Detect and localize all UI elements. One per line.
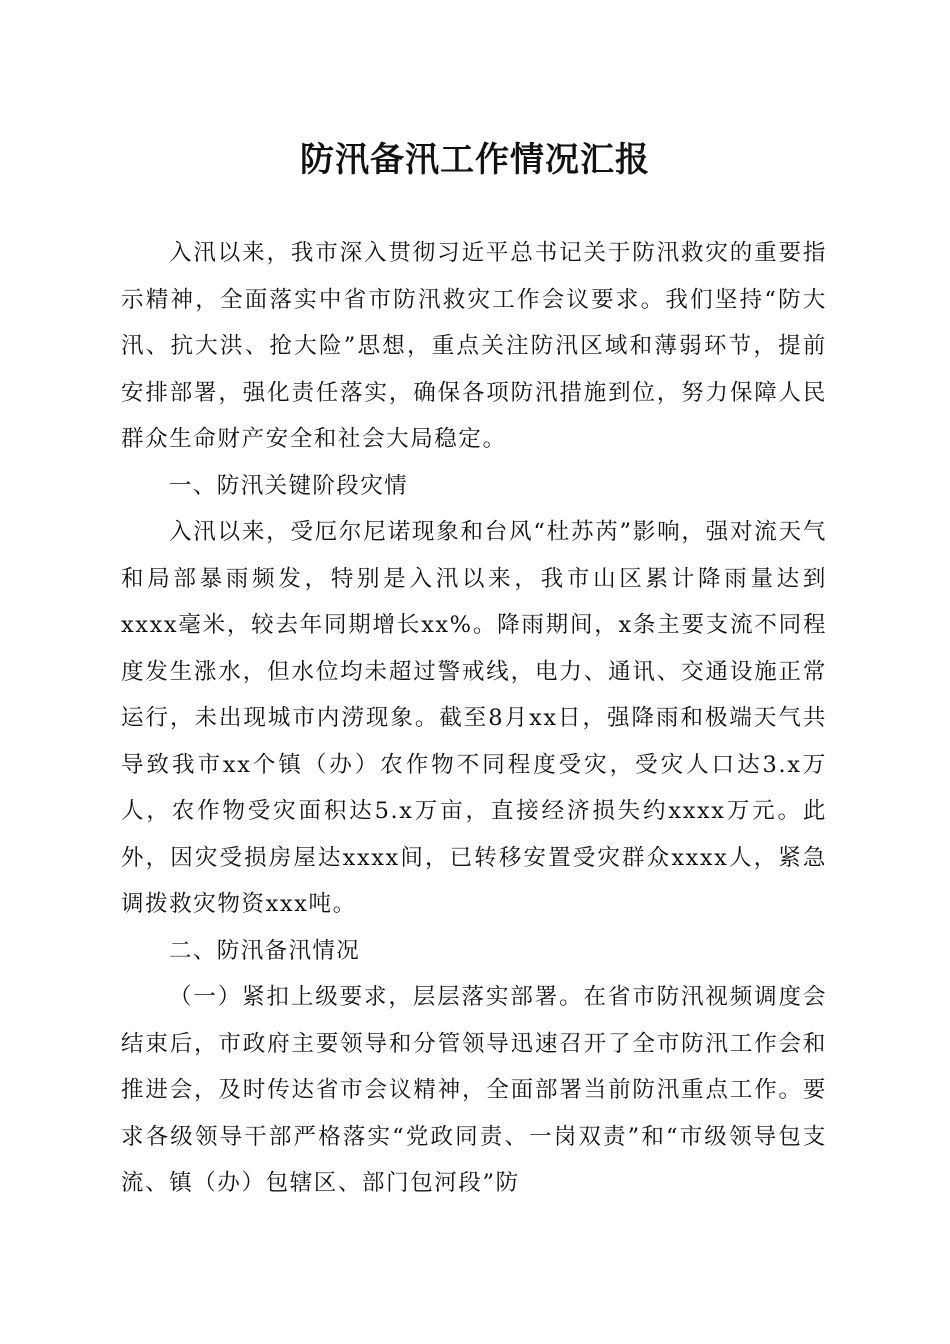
section-2-sub1-paragraph xyxy=(121,974,827,1207)
section-2-sub1-text: 在省市防汛视频调度会结束后，市政府主要领导和分管领导迅速召开了全市防汛工作会和推进会，及时传达省市会议精神，全面部署当前防汛重点工作。要求各级领导干部严格落实“党政同责、一岗双责”和“市级领导包支流、镇（办）包辖区、部门包河段”防 xyxy=(121,984,827,1196)
section-2-heading: 二、防汛备汛情况 xyxy=(169,937,361,964)
section-1-heading: 一、防汛关键阶段灾情 xyxy=(169,472,409,499)
intro-paragraph: 入汛以来，我市深入贯彻习近平总书记关于防汛救灾的重要指示精神，全面落实中省市防汛救灾工作会议要求。我们坚持“防大汛、抗大洪、抢大险”思想，重点关注防汛区域和薄弱环节，提前安排部署，强化责任落实，确保各项防汛措施到位，努力保障人民群众生命财产安全和社会大局稳定。 xyxy=(121,240,827,452)
section-1-paragraph: 入汛以来，受厄尔尼诺现象和台风“杜苏芮”影响，强对流天气和局部暴雨频发，特别是入汛以来，我市山区累计降雨量达到xxxx毫米，较去年同期增长xx%。降雨期间，x条主要支流不同程度发生涨水，但水位均未超过警戒线，电力、通讯、交通设施正常运行，未出现城市内涝现象。截至8月xx日，强降雨和极端天气共导致我市xx个镇（办）农作物不同程度受灾，受灾人口达3.x万人，农作物受灾面积达5.x万亩，直接经济损失约xxxx万元。此外，因灾受损房屋达xxxx间，已转移安置受灾群众xxxx人，紧急调拨救灾物资xxx吨。 xyxy=(121,519,827,917)
section-2-sub1-lead: （一）紧扣上级要求，层层落实部署。 xyxy=(169,984,584,1010)
document-title: 防汛备汛工作情况汇报 xyxy=(300,140,650,180)
document-body xyxy=(121,230,827,1207)
